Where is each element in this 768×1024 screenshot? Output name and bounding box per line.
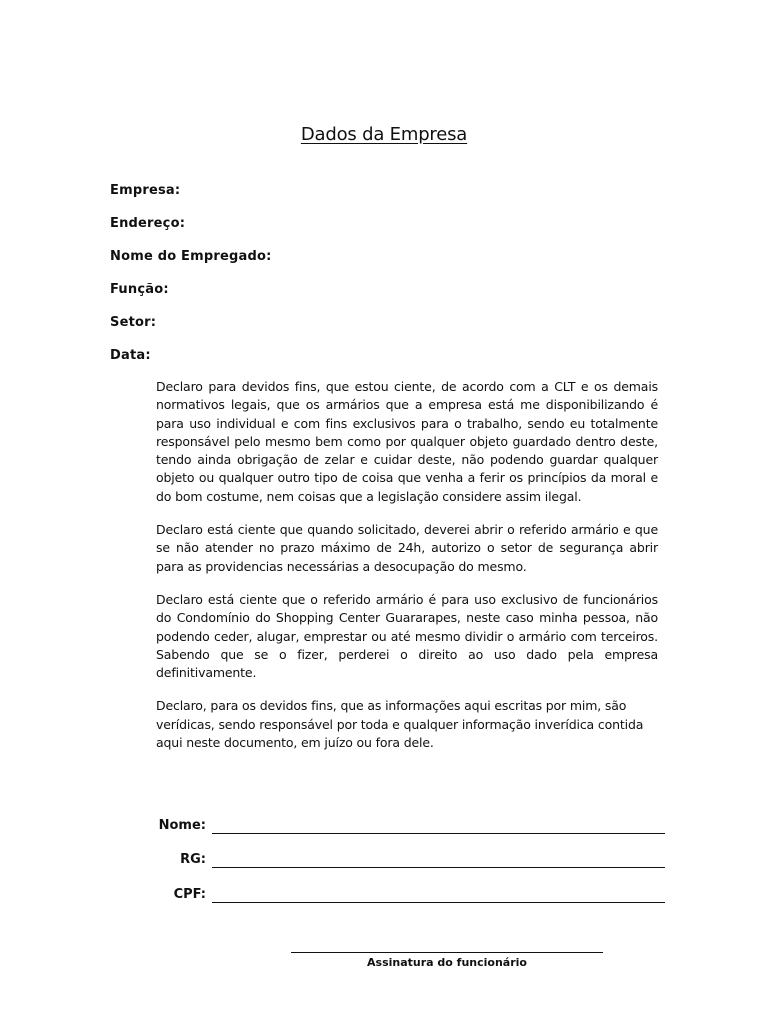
field-setor: Setor: xyxy=(110,315,157,330)
declaration-paragraph-1: Declaro para devidos fins, que estou ciente, de acordo com a CLT e os demais normativos legais, que os armários que a empresa está me disponibilizando é para uso individual e com fins exclusivos para o trabalho, sendo eu totalmente responsável pelo mesmo bem como por qualquer objeto guardado dentro deste, tendo ainda obrigação de zelar e cuidar deste, não podendo guardar qualquer objeto ou qualquer outro tipo de coisa que venha a ferir os princípios da moral e do bom costume, nem coisas que a legislação considere assim ilegal. xyxy=(156,379,658,504)
field-endereco: Endereço: xyxy=(110,216,186,231)
cpf-line[interactable] xyxy=(212,902,665,903)
signature-row-rg xyxy=(0,852,768,872)
signature-row-cpf xyxy=(0,887,768,907)
declaration-paragraph-3: Declaro está ciente que o referido armário é para uso exclusivo de funcionários do Condomínio do Shopping Center Guararapes, neste caso minha pessoa, não podendo ceder, alugar, emprestar ou até mesmo dividir o armário com terceiros. Sabendo que se o fizer, perderei o direito ao uso dado pela empresa definitivamente. xyxy=(156,591,658,681)
rg-label: RG: xyxy=(180,852,206,867)
page-title: Dados da Empresa xyxy=(300,124,468,145)
field-funcao: Função: xyxy=(110,282,169,297)
rg-line[interactable] xyxy=(212,867,665,868)
declaration-paragraph-4: Declaro, para os devidos fins, que as informações aqui escritas por mim, são verídicas, sendo responsável por toda e qualquer informação inverídica contida aqui neste documento, em juízo ou fora dele. xyxy=(156,698,644,751)
declaration-text xyxy=(156,378,658,767)
signature-line[interactable] xyxy=(291,952,603,953)
field-data: Data: xyxy=(110,348,151,363)
signature-caption: Assinatura do funcionário xyxy=(367,956,527,969)
company-fields xyxy=(110,182,272,380)
nome-line[interactable] xyxy=(212,833,665,834)
field-empresa: Empresa: xyxy=(110,183,181,198)
nome-label: Nome: xyxy=(158,818,206,833)
cpf-label: CPF: xyxy=(173,887,206,902)
signature-row-nome xyxy=(0,818,768,838)
declaration-paragraph-2: Declaro está ciente que quando solicitado, deverei abrir o referido armário e que se não atender no prazo máximo de 24h, autorizo o setor de segurança abrir para as providencias necessárias a desocupação do mesmo. xyxy=(156,522,658,574)
field-nome-empregado: Nome do Empregado: xyxy=(110,249,272,264)
